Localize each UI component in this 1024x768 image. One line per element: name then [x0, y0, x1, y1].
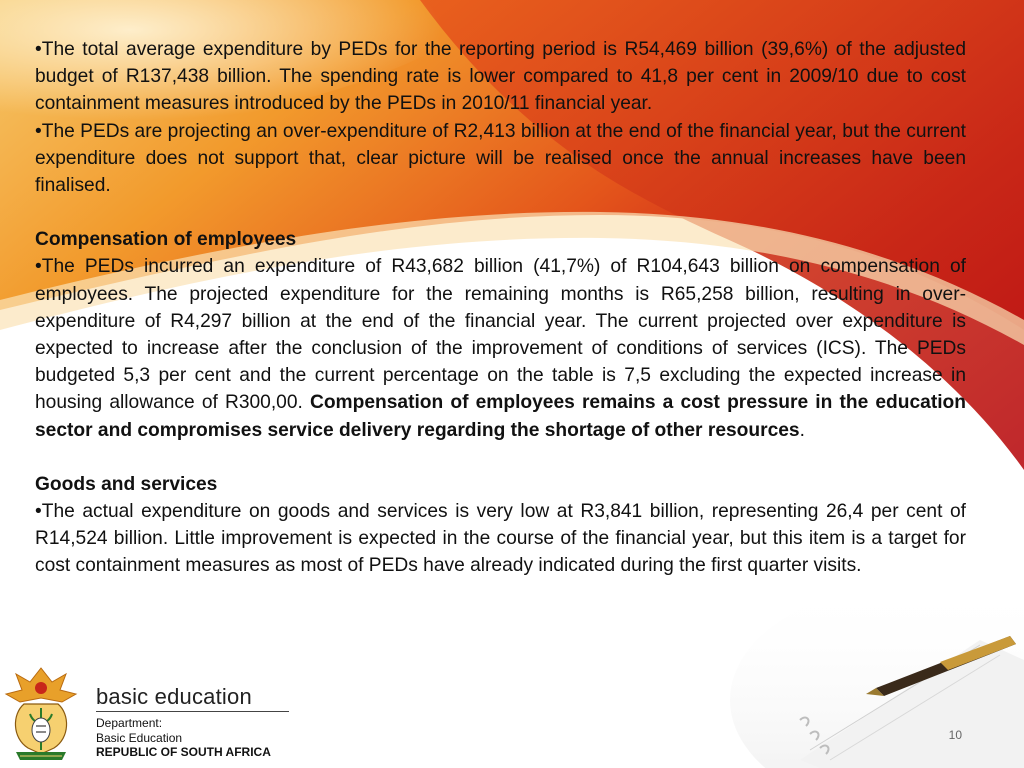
country-name: REPUBLIC OF SOUTH AFRICA: [96, 745, 271, 759]
department-label: Department:: [96, 716, 163, 730]
brand-title: basic education: [96, 684, 252, 709]
bullet-goods-services: •The actual expenditure on goods and services is very low at R3,841 billion, representing 26,4 per cent of R14,524 billion. Little improvement is expected in the course of the financial year, but this item is a target for cost containment measures as most of PEDs have already indicated during the first quarter visits.: [35, 501, 966, 577]
bullet-compensation-text: •The PEDs incurred an expenditure of R43,682 billion (41,7%) of R104,643 billion on compensation of employees. The projected expenditure for the remaining months is R65,258 billion, resulting in over-expenditure of R4,297 billion at the end of the financial year. The current projected over expenditure is expected to increase after the conclusion of the improvement of conditions of services (ICS). The PEDs budgeted 5,3 per cent and the current percentage on the table is 7,5 excluding the expected increase in housing allowance of R300,00.: [35, 256, 966, 414]
brand-divider: [96, 711, 289, 712]
bullet-compensation-bold: Compensation of employees remains a cost pressure in the education sector and compromises service delivery regarding the shortage of other resources: [35, 392, 966, 441]
coat-of-arms-icon: [2, 664, 80, 764]
spacer: [35, 444, 966, 471]
heading-goods-services: Goods and services: [35, 473, 218, 495]
heading-compensation: Compensation of employees: [35, 229, 297, 251]
bullet-over-expenditure: •The PEDs are projecting an over-expenditure of R2,413 billion at the end of the financial year, but the current expenditure does not support that, clear picture will be realised once the annual increases have been finalised.: [35, 120, 966, 197]
notebook-pen-image: [780, 600, 1024, 768]
department-name: Basic Education: [96, 731, 183, 745]
page-number: 10: [948, 728, 962, 742]
bullet-compensation: [35, 253, 966, 443]
spacer: [35, 199, 966, 226]
bullet-compensation-tail: .: [799, 419, 805, 441]
slide-body: [35, 36, 966, 580]
bullet-total-expenditure: •The total average expenditure by PEDs for the reporting period is R54,469 billion (39,6%) of the adjusted budget of R137,438 billion. The spending rate is lower compared to 41,8 per cent in 2009/10 due to cost containment measures introduced by the PEDs in 2010/11 financial year.: [35, 39, 966, 115]
